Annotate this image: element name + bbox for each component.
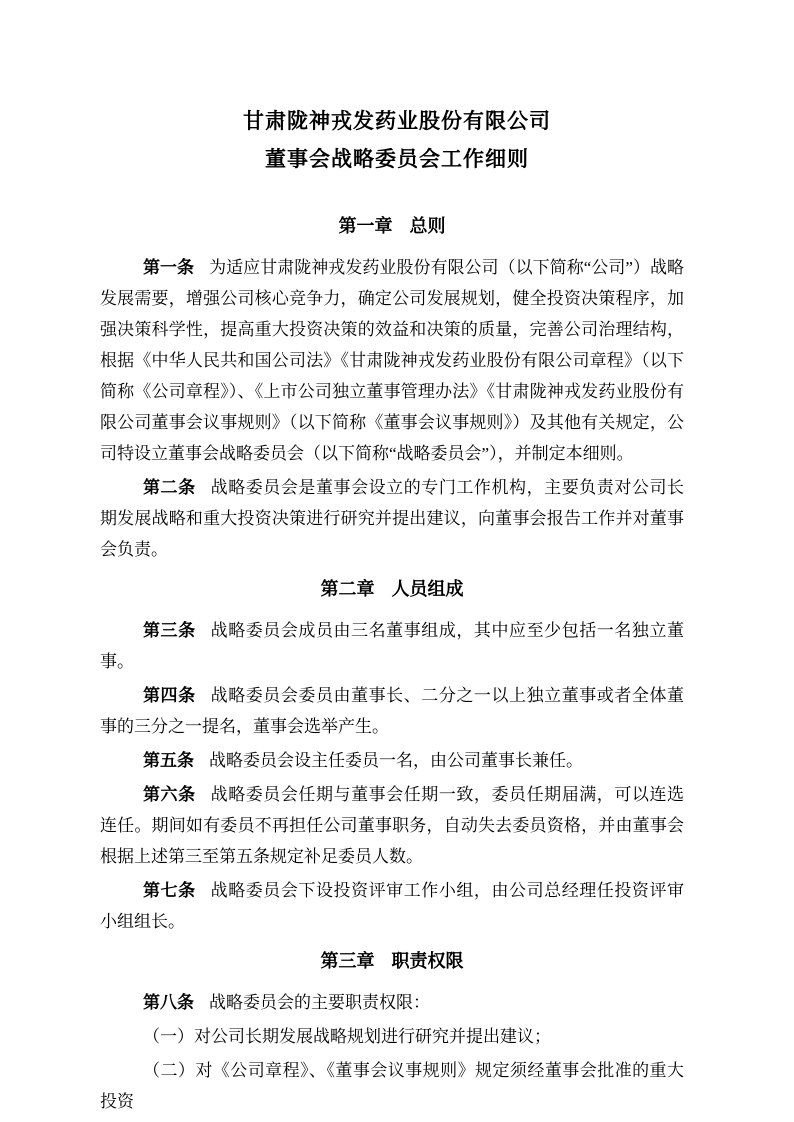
article-number: 第三条 xyxy=(143,621,196,640)
company-name-title: 甘肃陇神戎发药业股份有限公司 xyxy=(243,110,551,133)
article-number: 第五条 xyxy=(143,751,194,770)
article-number: 第一条 xyxy=(143,258,195,277)
article-number: 第八条 xyxy=(143,993,194,1012)
article-paragraph xyxy=(100,1055,684,1117)
chapter-title: 职责权限 xyxy=(391,951,464,971)
chapter-number: 第三章 xyxy=(320,951,375,971)
chapter-heading xyxy=(100,216,684,236)
article-paragraph xyxy=(100,615,684,677)
article-paragraph xyxy=(100,779,684,872)
chapter-heading xyxy=(100,579,684,599)
article-paragraph xyxy=(100,252,684,469)
article-number: 第七条 xyxy=(143,881,196,900)
article-paragraph xyxy=(100,987,684,1018)
chapter-number: 第二章 xyxy=(320,579,375,599)
chapter-title: 人员组成 xyxy=(391,579,464,599)
article-text: 战略委员会下设投资评审工作小组，由公司总经理任投资评审小组组长。 xyxy=(100,881,684,931)
chapter-heading xyxy=(100,951,684,971)
article-number: 第六条 xyxy=(143,785,196,804)
article-paragraph xyxy=(100,680,684,742)
article-text: （二）对《公司章程》、《董事会议事规则》规定须经董事会批准的重大投资 xyxy=(100,1061,684,1111)
document-body xyxy=(0,216,794,1117)
article-paragraph xyxy=(100,472,684,565)
article-text: 战略委员会设主任委员一名，由公司董事长兼任。 xyxy=(209,751,583,770)
article-text: 战略委员会任期与董事会任期一致，委员任期届满，可以连选连任。期间如有委员不再担任公司董事职务，自动失去委员资格，并由董事会根据上述第三至第五条规定补足委员人数。 xyxy=(100,785,684,866)
article-text: 战略委员会是董事会设立的专门工作机构，主要负责对公司长期发展战略和重大投资决策进行研究并提出建议，向董事会报告工作并对董事会负责。 xyxy=(100,478,684,559)
document-header xyxy=(0,0,794,202)
chapter-number: 第一章 xyxy=(338,216,393,236)
article-paragraph xyxy=(100,875,684,937)
article-number: 第四条 xyxy=(143,686,196,705)
article-text: 战略委员会委员由董事长、二分之一以上独立董事或者全体董事的三分之一提名，董事会选举产生。 xyxy=(100,686,684,736)
article-text: 战略委员会的主要职责权限： xyxy=(209,993,430,1012)
document-title: 董事会战略委员会工作细则 xyxy=(265,148,529,171)
chapter-title: 总则 xyxy=(409,216,446,236)
article-text: 战略委员会成员由三名董事组成，其中应至少包括一名独立董事。 xyxy=(100,621,684,671)
article-number: 第二条 xyxy=(143,478,196,497)
article-text: 为适应甘肃陇神戎发药业股份有限公司（以下简称“公司”）战略发展需要，增强公司核心竞争力，确定公司发展规划，健全投资决策程序，加强决策科学性，提高重大投资决策的效益和决策的质量，完善公司治理结构，根据《中华人民共和国公司法》《甘肃陇神戎发药业股份有限公司章程》（以下简称《公司章程》）、《上市公司独立董事管理办法》《甘肃陇神戎发药业股份有限公司董事会议事规则》（以下简称《董事会议事规则》）及其他有关规定，公司特设立董事会战略委员会（以下简称“战略委员会”），并制定本细则。 xyxy=(100,258,685,463)
article-paragraph xyxy=(100,745,684,776)
article-paragraph xyxy=(100,1021,684,1052)
article-text: （一）对公司长期发展战略规划进行研究并提出建议； xyxy=(143,1027,551,1046)
